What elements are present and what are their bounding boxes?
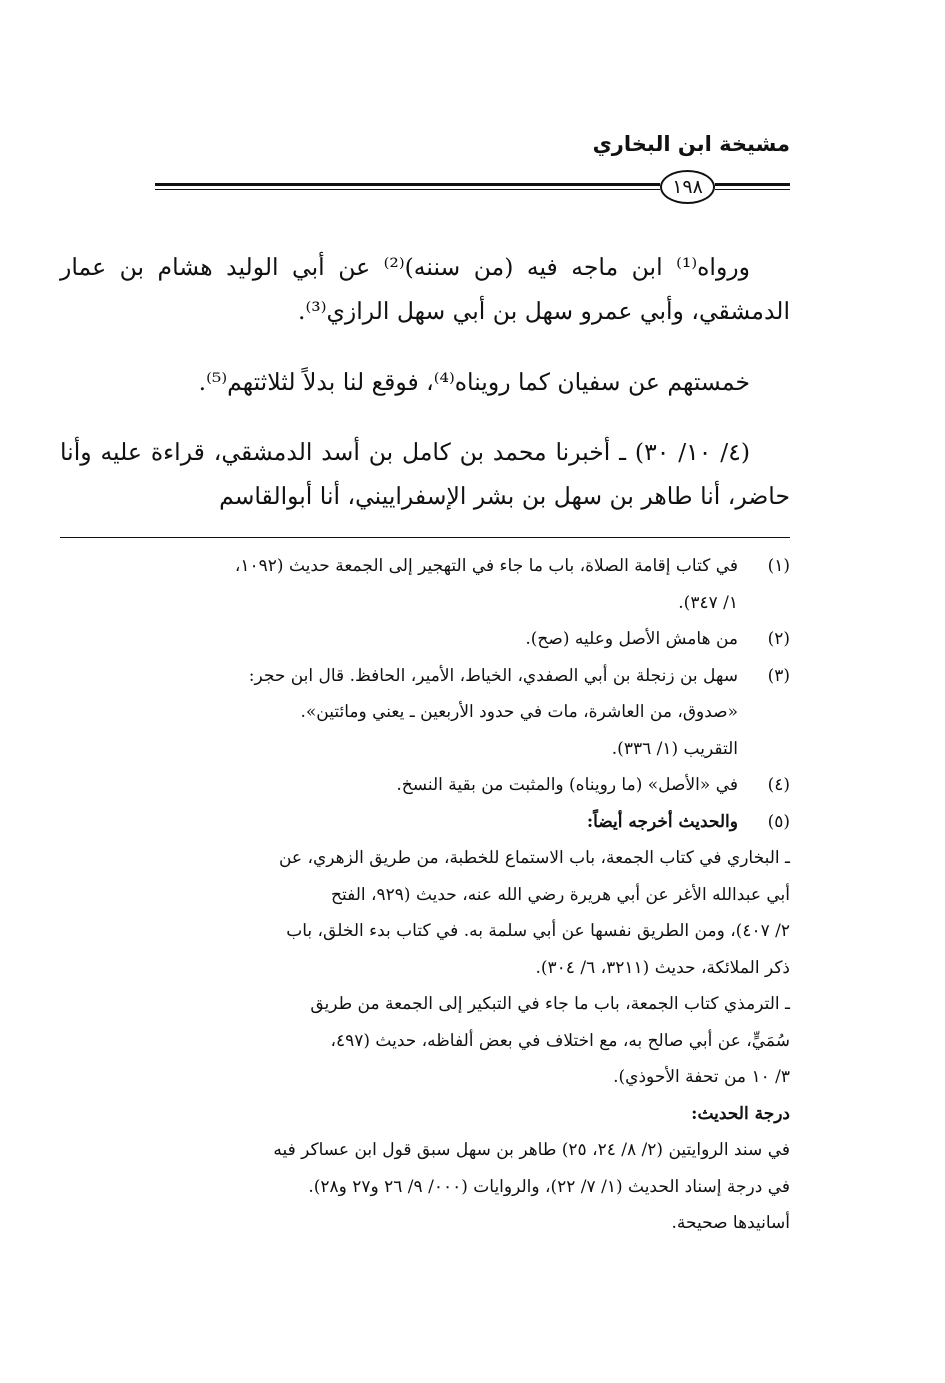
footnote-line: في «الأصل» (ما رويناه) والمثبت من بقية النسخ. [396, 775, 738, 795]
footnote-body [60, 658, 738, 768]
grade-line: في درجة إسناد الحديث (١/ ٧/ ٢٢)، والروايات (٠٠٠/ ٩/ ٢٦ و٢٧ و٢٨). [308, 1176, 790, 1197]
hadith-grade [60, 1096, 790, 1242]
footnote-3 [60, 658, 790, 768]
body-paragraph-2-text: خمستهم عن سفيان كما رويناه⁽⁴⁾، فوقع لنا بدلاً لثلاثتهم⁽⁵⁾. [198, 368, 750, 396]
citation-line: ذكر الملائكة، حديث (٣٢١١، ٦/ ٣٠٤). [535, 957, 790, 978]
footnote-body [60, 804, 738, 841]
header-rule-thick [155, 183, 660, 186]
footnote-line: سهل بن زنجلة بن أبي الصفدي، الخياط، الأمير، الحافظ. قال ابن حجر: [248, 665, 738, 686]
footnote-number: (٣) [767, 665, 790, 686]
tirmidhi-citation [60, 986, 790, 1096]
footnote-number: (٤) [767, 775, 790, 795]
footnote-body [60, 548, 738, 621]
footnote-line: في كتاب إقامة الصلاة، باب ما جاء في التهجير إلى الجمعة حديث (١٠٩٢، [234, 556, 738, 576]
footnote-line: ١/ ٣٤٧). [678, 592, 738, 613]
footnote-line: «صدوق، من العاشرة، مات في حدود الأربعين ـ يعني ومائتين». [300, 702, 738, 722]
footnote-separator [60, 537, 790, 538]
grade-line: في سند الروايتين (٢/ ٨/ ٢٤، ٢٥) طاهر بن سهل سبق قول ابن عساكر فيه [273, 1140, 790, 1160]
body-paragraph-2 [60, 360, 790, 404]
citation-line: أبي عبدالله الأغر عن أبي هريرة رضي الله عنه، حديث (٩٢٩، الفتح [331, 884, 790, 905]
footnote-body [60, 621, 738, 658]
body-paragraph-3-text: (٤/ ١٠/ ٣٠) ـ أخبرنا محمد بن كامل بن أسد الدمشقي، قراءة عليه وأنا حاضر، أنا طاهر بن سهل بن بشر الإسفراييني، أنا أبوالقاسم [60, 438, 790, 510]
footnote-body [60, 767, 738, 804]
footnote-4 [60, 767, 790, 804]
footnote-line: التقريب (١/ ٣٣٦). [611, 738, 738, 759]
footnote-2 [60, 621, 790, 658]
footnote-1 [60, 548, 790, 621]
page-number: ١٩٨ [660, 170, 715, 204]
citation-line: ٢/ ٤٠٧)، ومن الطريق نفسها عن أبي سلمة به. في كتاب بدء الخلق، باب [286, 921, 790, 941]
grade-line: أسانيدها صحيحة. [671, 1213, 790, 1233]
body-paragraph-1-text: ورواه⁽¹⁾ ابن ماجه فيه (من سننه)⁽²⁾ عن أبي الوليد هشام بن عمار الدمشقي، وأبي عمرو سهل بن أبي سهل الرازي⁽³⁾. [60, 253, 790, 325]
body-paragraph-3 [60, 430, 790, 518]
header-rule-right-thin [715, 189, 790, 190]
bukhari-citation [60, 840, 790, 986]
footnote-line: من هامش الأصل وعليه (صح). [525, 629, 738, 649]
hadith-grade-heading: درجة الحديث: [691, 1103, 790, 1124]
citation-line: ـ البخاري في كتاب الجمعة، باب الاستماع للخطبة، من طريق الزهري، عن [278, 848, 790, 868]
footnote-line: والحديث أخرجه أيضاً: [586, 811, 738, 832]
citation-line: ـ الترمذي كتاب الجمعة، باب ما جاء في التبكير إلى الجمعة من طريق [310, 994, 790, 1014]
running-title: مشيخة ابن البخاري [592, 132, 790, 156]
citation-line: ٣/ ١٠ من تحفة الأحوذي). [613, 1067, 790, 1087]
citation-line: سُمَيٍّ، عن أبي صالح به، مع اختلاف في بعض ألفاظه، حديث (٤٩٧، [330, 1030, 790, 1051]
header-rule-thin [155, 189, 660, 190]
footnotes [60, 548, 790, 1242]
footnote-number: (٢) [767, 629, 790, 649]
footnote-number: (١) [767, 556, 790, 576]
footnote-number: (٥) [767, 811, 790, 832]
body-paragraph-1 [60, 245, 790, 333]
header-rule-right-thick [715, 183, 790, 186]
footnote-5 [60, 804, 790, 841]
